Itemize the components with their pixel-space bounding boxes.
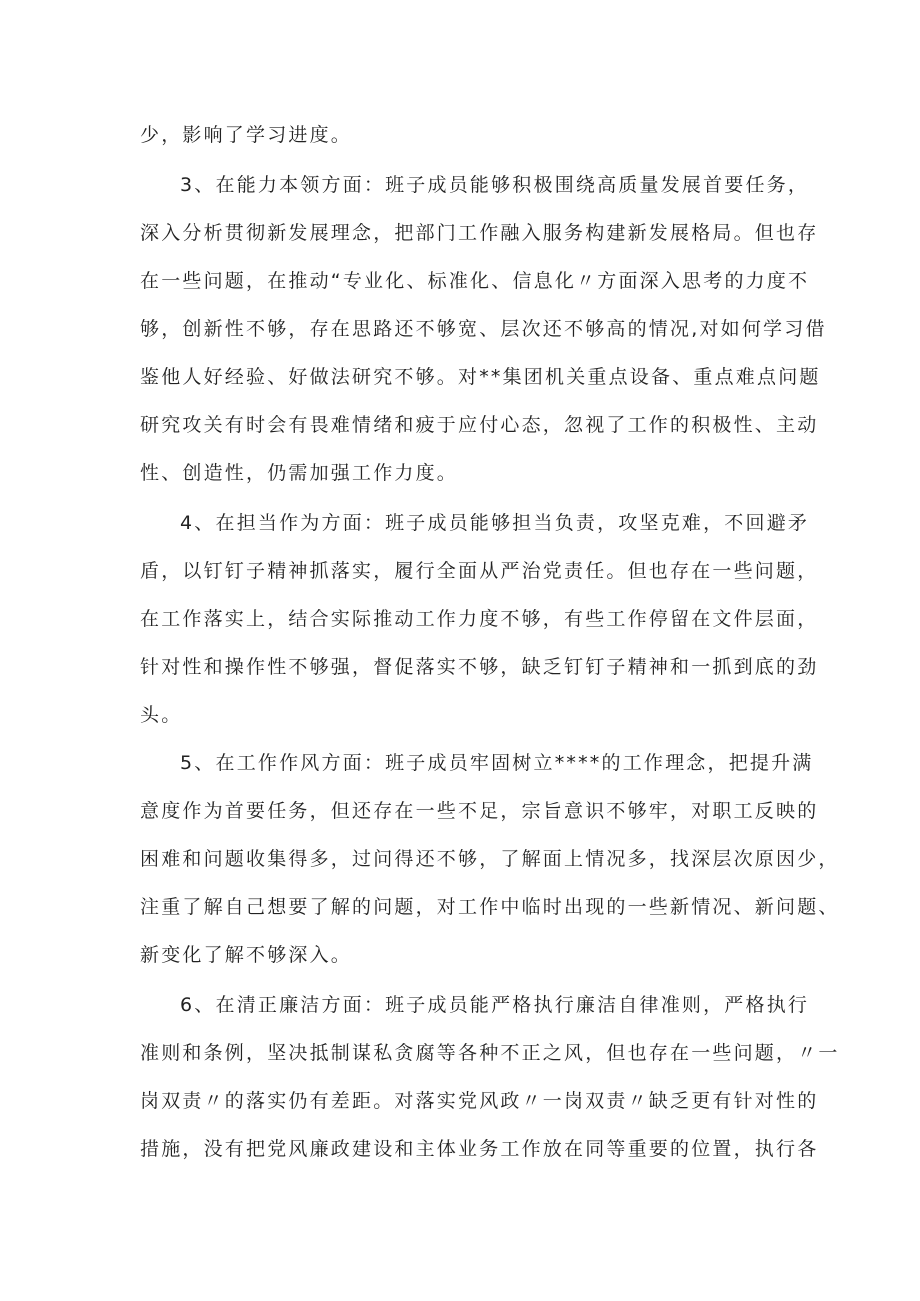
text-line: 研究攻关有时会有畏难情绪和疲于应付心态，忽视了工作的积极性、主动 — [140, 414, 819, 436]
text-line: 岗双责〃的落实仍有差距。对落实党风政〃一岗双责〃缺乏更有针对性的 — [140, 1090, 819, 1112]
text-line: 鉴他人好经验、好做法研究不够。对**集团机关重点设备、重点难点问题 — [140, 366, 821, 388]
paragraph-heading-line: 4、在担当作为方面：班子成员能够担当负责，攻坚克难，不回避矛 — [180, 512, 810, 534]
text-line: 措施，没有把党风廉政建设和主体业务工作放在同等重要的位置，执行各 — [140, 1138, 819, 1160]
paragraph-heading-line: 5、在工作作风方面：班子成员牢固树立****的工作理念，把提升满 — [180, 752, 814, 774]
text-line: 准则和条例，坚决抵制谋私贪腐等各种不正之风，但也存在一些问题，〃一 — [140, 1042, 840, 1064]
text-line: 性、创造性，仍需加强工作力度。 — [140, 462, 459, 484]
text-line: 少，影响了学习进度。 — [140, 124, 353, 146]
text-line: 注重了解自己想要了解的问题，对工作中临时出现的一些新情况、新问题、 — [140, 896, 840, 918]
text-line: 新变化了解不够深入。 — [140, 944, 353, 966]
text-line: 意度作为首要任务，但还存在一些不足，宗旨意识不够牢，对职工反映的 — [140, 800, 819, 822]
text-line: 盾，以钉钉子精神抓落实，履行全面从严治党责任。但也存在一些问题， — [140, 560, 819, 582]
paragraph-heading-line: 3、在能力本领方面：班子成员能够积极围绕高质量发展首要任务， — [180, 174, 810, 196]
text-line: 够，创新性不够，存在思路还不够宽、层次还不够高的情况,对如何学习借 — [140, 318, 827, 340]
text-line: 在工作落实上，结合实际推动工作力度不够，有些工作停留在文件层面， — [140, 608, 819, 630]
paragraph-heading-line: 6、在清正廉洁方面：班子成员能严格执行廉洁自律准则，严格执行 — [180, 994, 810, 1016]
text-line: 深入分析贯彻新发展理念，把部门工作融入服务构建新发展格局。但也存 — [140, 222, 819, 244]
text-line: 在一些问题，在推动“专业化、标准化、信息化〃方面深入思考的力度不 — [140, 270, 810, 292]
text-line: 头。 — [140, 704, 183, 726]
text-line: 困难和问题收集得多，过问得还不够，了解面上情况多，找深层次原因少， — [140, 848, 840, 870]
text-line: 针对性和操作性不够强，督促落实不够，缺乏钉钉子精神和一抓到底的劲 — [140, 656, 819, 678]
